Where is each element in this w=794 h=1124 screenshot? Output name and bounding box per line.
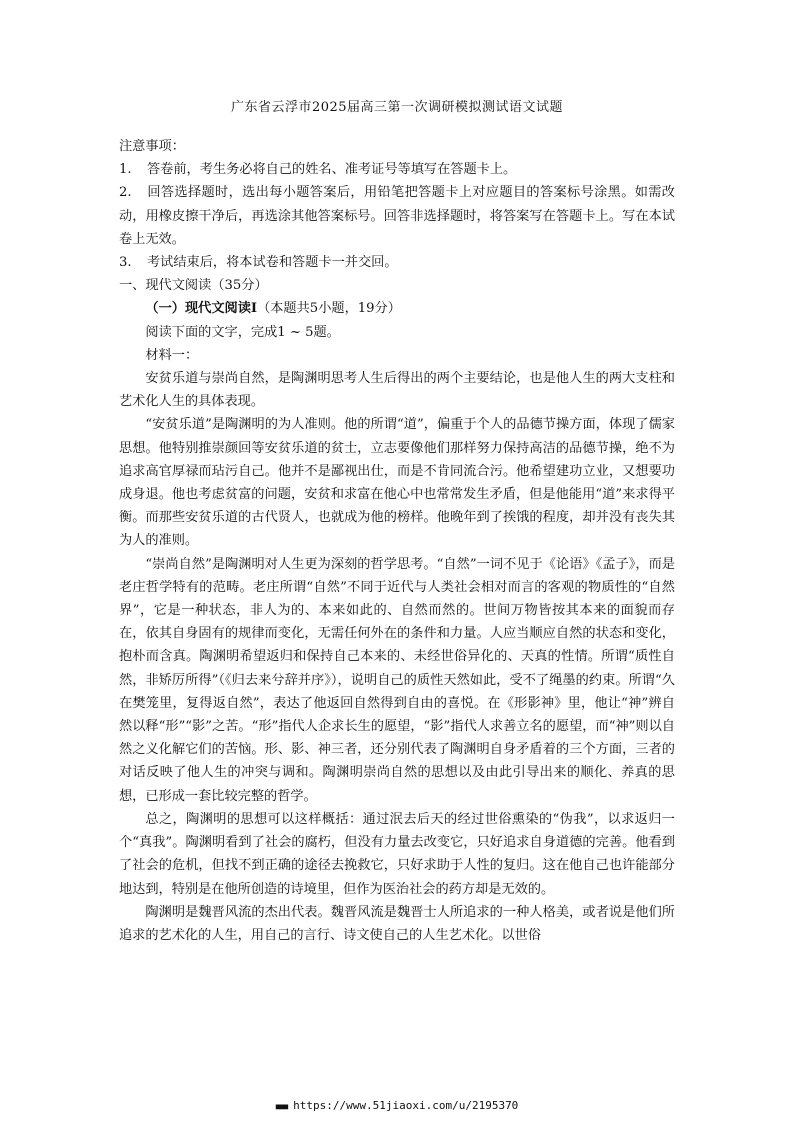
notice-item-1 bbox=[119, 158, 675, 181]
notice-heading: 注意事项： bbox=[119, 139, 185, 154]
footer-url[interactable]: https://www.51jiaoxi.com/u/2195370 bbox=[293, 1099, 519, 1112]
notice-text: 答卷前，考生务必将自己的姓名、准考证号等填写在答题卡上。 bbox=[147, 162, 517, 178]
subsection-label: （一）现代文阅读Ⅰ bbox=[145, 301, 258, 317]
subsection-heading bbox=[119, 297, 675, 320]
page-footer bbox=[0, 1099, 794, 1112]
notice-number: 3. bbox=[119, 255, 132, 271]
page-title: 广东省云浮市2025届高三第一次调研模拟测试语文试题 bbox=[230, 100, 564, 115]
body-paragraph: “安贫乐道”是陶渊明的为人准则。他的所谓“道”，偏重于个人的品德节操方面，体现了儒家思想。他特别推崇颜回等安贫乐道的贫士，立志要像他们那样努力保持高洁的品德节操，绝不为追求高官厚禄而玷污自己。他并不是鄙视出仕，而是不肯同流合污。他希望建功立业，又想要功成身退。他也考虑贫富的问题，安贫和求富在他心中也常常发生矛盾，但是他能用“道”来求得平衡。而那些安贫乐道的古代贤人，也就成为他的榜样。他晚年到了挨饿的程度，却并没有丧失其为人的准则。 bbox=[119, 417, 675, 549]
subsection-note: （本题共5小题，19分） bbox=[257, 301, 401, 317]
body-paragraph: “崇尚自然”是陶渊明对人生更为深刻的哲学思考。“自然”一词不见于《论语》《孟子》，而是老庄哲学特有的范畴。老庄所谓“自然”不同于近代与人类社会相对而言的客观的物质性的“自然界”，它是一种状态，非人为的、本来如此的、自然而然的。世间万物皆按其本来的面貌而存在，依其自身固有的规律而变化，无需任何外在的条件和力量。人应当顺应自然的状态和变化，抱朴而含真。陶渊明希望返归和保持自己本来的、未经世俗异化的、天真的性情。所谓“质性自然，非矫厉所得”（《归去来兮辞并序》），说明自己的质性天然如此，受不了绳墨的约束。所谓“久在樊笼里，复得返自然”，表达了他返回自然得到自由的喜悦。在《形影神》里，他让“神”辨自然以释“形”“影”之苦。“形”指代人企求长生的愿望，“影”指代人求善立名的愿望，而“神”则以自然之义化解它们的苦恼。形、影、神三者，还分别代表了陶渊明自身矛盾着的三个方面，三者的对话反映了他人生的冲突与调和。陶渊明崇尚自然的思想以及由此引导出来的顺化、养真的思想，已形成一套比较完整的哲学。 bbox=[119, 556, 675, 804]
notice-text: 考试结束后，将本试卷和答题卡一并交回。 bbox=[147, 255, 398, 271]
notice-text: 回答选择题时，选出每小题答案后，用铅笔把答题卡上对应题目的答案标号涂黑。如需改动，用橡皮擦干净后，再选涂其他答案标号。回答非选择题时，将答案写在答题卡上。写在本试卷上无效。 bbox=[119, 185, 675, 247]
notice-item-3 bbox=[119, 251, 675, 274]
exam-content bbox=[119, 135, 675, 947]
notice-item-2 bbox=[119, 181, 675, 251]
section-heading: 一、现代文阅读（35分） bbox=[119, 278, 268, 294]
body-paragraph: 总之，陶渊明的思想可以这样概括：通过泯去后天的经过世俗熏染的“伪我”，以求返归一个“真我”。陶渊明看到了社会的腐朽，但没有力量去改变它，只好追求自身道德的完善。他看到了社会的危机，但找不到正确的途径去挽救它，只好求助于人性的复归。这在他自己也许能部分地达到，特别是在他所创造的诗境里，但作为医治社会的药方却是无效的。 bbox=[119, 811, 675, 897]
notice-number: 2. bbox=[119, 185, 132, 201]
notice-number: 1. bbox=[119, 162, 132, 178]
body-paragraph: 安贫乐道与崇尚自然，是陶渊明思考人生后得出的两个主要结论，也是他人生的两大支柱和艺术化人生的具体表现。 bbox=[119, 371, 675, 410]
site-logo-icon: ■■■ bbox=[275, 1102, 288, 1111]
reading-instruction: 阅读下面的文字，完成1 ~ 5题。 bbox=[145, 324, 340, 340]
material-label: 材料一： bbox=[145, 347, 199, 363]
body-paragraph: 陶渊明是魏晋风流的杰出代表。魏晋风流是魏晋士人所追求的一种人格美，或者说是他们所追求的艺术化的人生，用自己的言行、诗文使自己的人生艺术化。以世俗 bbox=[119, 904, 675, 943]
